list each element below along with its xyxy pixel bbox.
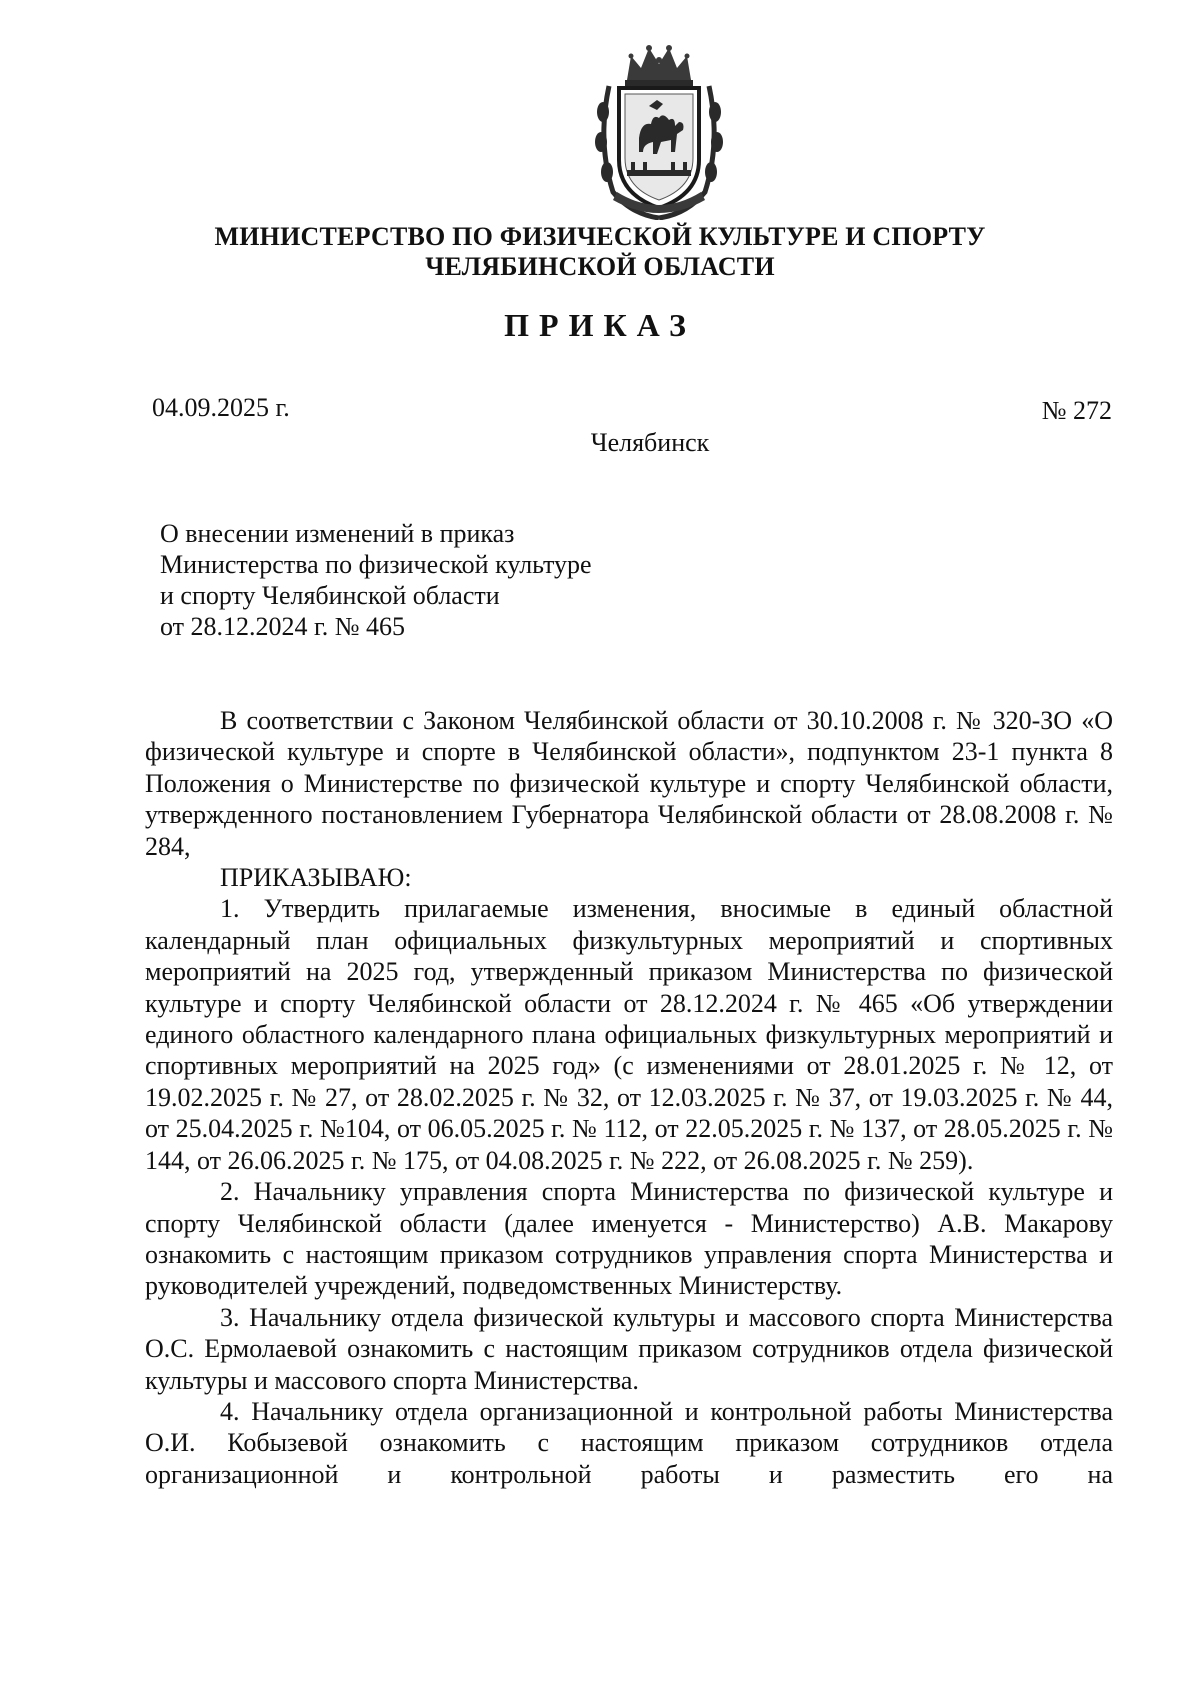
order-item: 4. Начальнику отдела организационной и контрольной работы Министерства О.И. Кобызевой ознакомить с настоящим приказом сотрудников отдела организационной и контрольной работы и разместить его на	[145, 1396, 1113, 1489]
order-word: ПРИКАЗЫВАЮ:	[220, 863, 412, 893]
order-item: 1. Утвердить прилагаемые изменения, вносимые в единый областной календарный план официальных физкультурных мероприятий и спортивных мероприятий на 2025 год, утвержденный приказом Министерства по физической культуре и спорту Челябинской области от 28.12.2024 г. № 465 «Об утверждении единого областного календарного плана официальных физкультурных мероприятий и спортивных мероприятий на 2025 год» (с изменениями от 28.01.2025 г. № 12, от 19.02.2025 г. № 27, от 28.02.2025 г. № 32, от 12.03.2025 г. № 37, от 19.03.2025 г. № 44, от 25.04.2025 г. №104, от 06.05.2025 г. № 112, от 22.05.2025 г. № 137, от 28.05.2025 г. № 144, от 26.06.2025 г. № 175, от 04.08.2025 г. № 222, от 26.08.2025 г. № 259).	[145, 894, 1113, 1175]
ministry-name-line-1: МИНИСТЕРСТВО ПО ФИЗИЧЕСКОЙ КУЛЬТУРЕ И СПОРТУ	[214, 222, 986, 251]
order-body	[145, 705, 1113, 1490]
order-subject	[160, 518, 592, 642]
order-number: № 272	[1041, 396, 1112, 425]
coat-of-arms-emblem	[587, 42, 731, 220]
subject-line: и спорту Челябинской области	[160, 581, 500, 610]
order-item: 2. Начальнику управления спорта Министерства по физической культуре и спорту Челябинской области (далее именуется - Министерство) А.В. Макарову ознакомить с настоящим приказом сотрудников управления спорта Министерства и руководителей учреждений, подведомственных Министерству.	[145, 1177, 1113, 1301]
preamble-paragraph: В соответствии с Законом Челябинской области от 30.10.2008 г. № 320-ЗО «О физической культуре и спорте в Челябинской области», подпунктом 23-1 пункта 8 Положения о Министерстве по физической культуре и спорту Челябинской области, утвержденного постановлением Губернатора Челябинской области от 28.08.2008 г. № 284,	[145, 706, 1113, 861]
subject-line: Министерства по физической культуре	[160, 550, 592, 579]
ministry-name-line-2: ЧЕЛЯБИНСКОЙ ОБЛАСТИ	[425, 252, 775, 281]
subject-line: от 28.12.2024 г. № 465	[160, 612, 406, 641]
order-city: Челябинск	[590, 428, 710, 457]
subject-line: О внесении изменений в приказ	[160, 519, 515, 548]
order-date: 04.09.2025 г.	[152, 393, 290, 422]
order-item: 3. Начальнику отдела физической культуры и массового спорта Министерства О.С. Ермолаевой ознакомить с настоящим приказом сотрудников отдела физической культуры и массового спорта Министерства.	[145, 1302, 1113, 1395]
document-type-title: ПРИКАЗ	[504, 307, 696, 343]
